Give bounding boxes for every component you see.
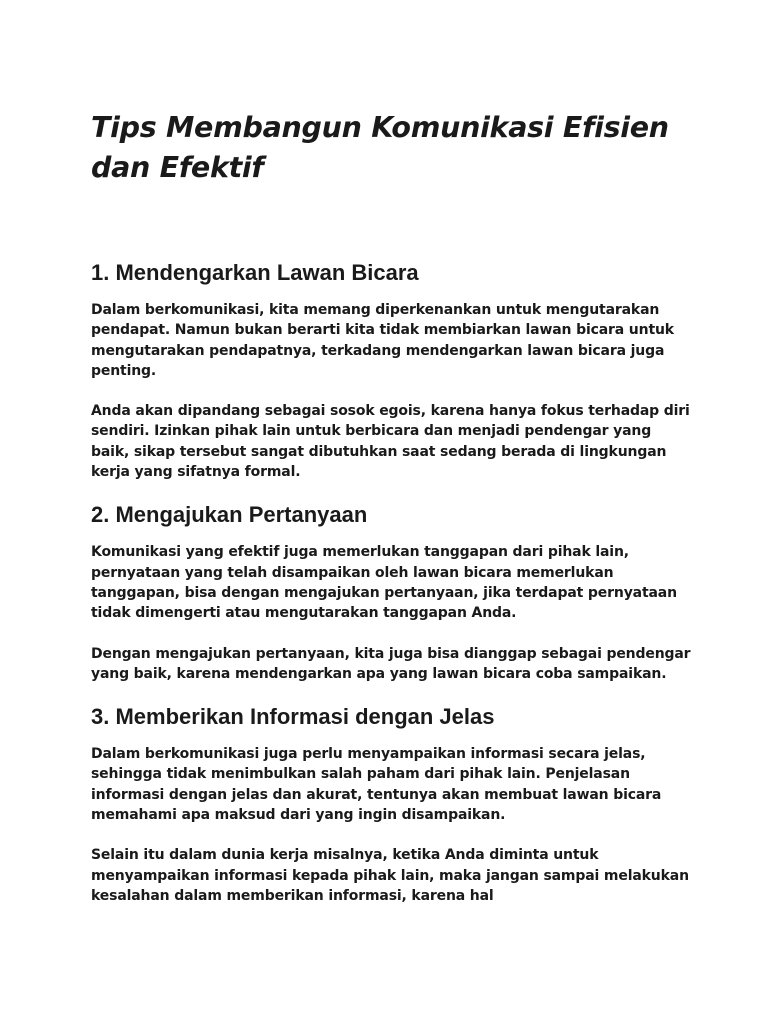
section-heading: 2. Mengajukan Pertanyaan [91, 502, 368, 528]
section-paragraph: Anda akan dipandang sebagai sosok egois, karena hanya fokus terhadap diri sendiri. Izinkan pihak lain untuk berbicara dan menjadi pendengar yang baik, sikap tersebut sangat dibutuhkan saat sedang berada di lingkungan kerja yang sifatnya formal. [91, 403, 690, 481]
sections-container [91, 260, 691, 906]
section-paragraph: Selain itu dalam dunia kerja misalnya, ketika Anda diminta untuk menyampaikan informasi kepada pihak lain, maka jangan sampai melakukan kesalahan dalam memberikan informasi, karena hal [91, 847, 689, 904]
section-2 [91, 502, 691, 684]
section-paragraph: Dalam berkomunikasi, kita memang diperkenankan untuk mengutarakan pendapat. Namun bukan berarti kita tidak membiarkan lawan bicara untuk mengutarakan pendapatnya, terkadang mendengarkan lawan bicara juga penting. [91, 302, 674, 379]
document-content [91, 108, 691, 926]
section-heading: 1. Mendengarkan Lawan Bicara [91, 260, 419, 285]
document-title: Tips Membangun Komunikasi Efisien dan Efektif [91, 111, 669, 184]
section-paragraph: Komunikasi yang efektif juga memerlukan tanggapan dari pihak lain, pernyataan yang telah disampaikan oleh lawan bicara memerlukan tanggapan, bisa dengan mengajukan pertanyaan, jika terdapat pernyataan tidak dimengerti atau mengutarakan tanggapan Anda. [91, 544, 677, 622]
section-paragraph: Dengan mengajukan pertanyaan, kita juga bisa dianggap sebagai pendengar yang baik, karena mendengarkan apa yang lawan bicara coba sampaikan. [91, 645, 691, 682]
section-paragraph: Dalam berkomunikasi juga perlu menyampaikan informasi secara jelas, sehingga tidak menimbulkan salah paham dari pihak lain. Penjelasan informasi dengan jelas dan akurat, tentunya akan membuat lawan bicara memahami apa maksud dari yang ingin disampaikan. [91, 746, 662, 824]
section-heading: 3. Memberikan Informasi dengan Jelas [91, 704, 495, 730]
section-1 [91, 260, 691, 482]
section-3 [91, 704, 691, 906]
